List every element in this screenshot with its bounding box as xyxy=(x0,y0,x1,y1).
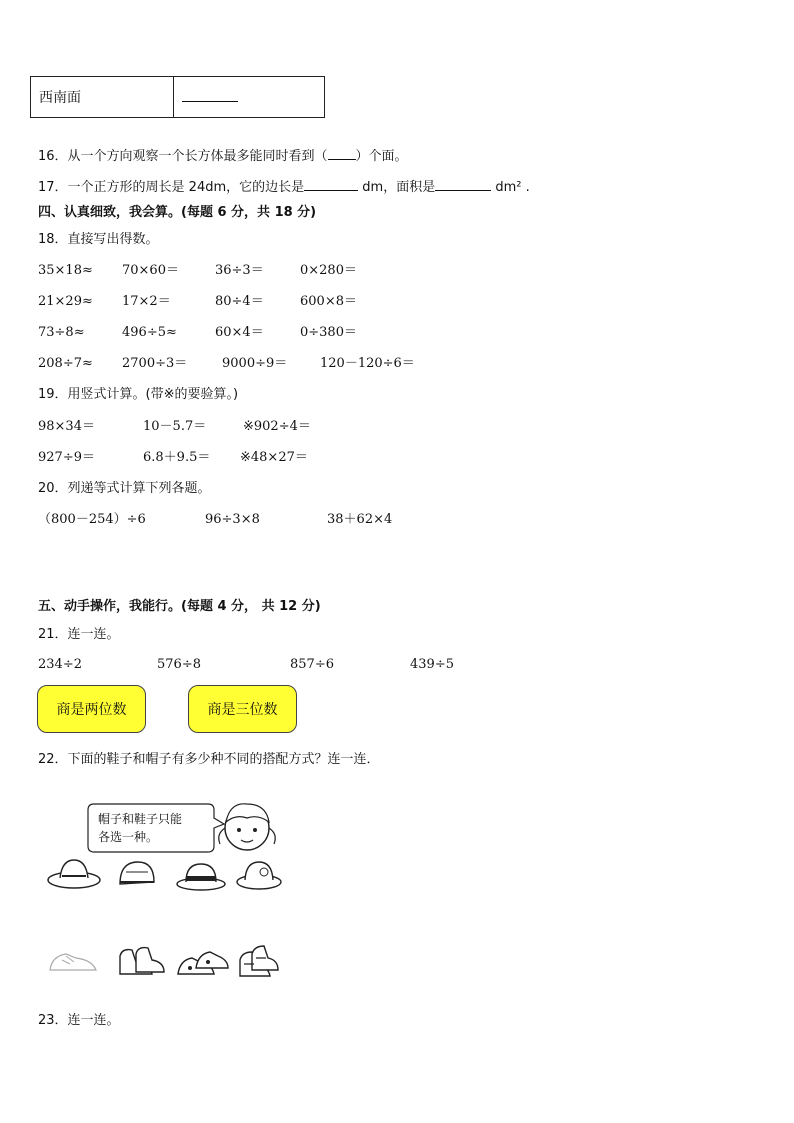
speech-line-2: 各选一种。 xyxy=(98,830,159,844)
vertical-calc-item: 6.8＋9.5＝ xyxy=(143,450,211,465)
calc-item: 80÷4＝ xyxy=(215,294,264,309)
answer-blank[interactable] xyxy=(182,89,238,102)
calc-item: 2700÷3＝ xyxy=(122,356,188,371)
speech-line-1: 帽子和鞋子只能 xyxy=(98,812,183,826)
division-item[interactable]: 234÷2 xyxy=(38,657,82,672)
box-three-digit-quotient[interactable]: 商是三位数 xyxy=(188,685,297,733)
answer-blank[interactable] xyxy=(435,178,491,191)
hats-shoes-figure xyxy=(40,792,290,992)
girl-icon xyxy=(219,804,275,850)
table-label-cell: 西南面 xyxy=(31,77,174,118)
sport-shoes-icon xyxy=(178,952,228,974)
question-20-title: 20．列递等式计算下列各题。 xyxy=(38,481,211,496)
high-top-shoes-icon xyxy=(240,946,278,976)
box-two-digit-quotient[interactable]: 商是两位数 xyxy=(37,685,146,733)
calc-item: 9000÷9＝ xyxy=(222,356,288,371)
question-19-title: 19．用竖式计算。(带※的要验算。) xyxy=(38,387,239,402)
answer-table xyxy=(30,76,325,118)
calc-item: 0×280＝ xyxy=(300,263,357,278)
section-4-title: 四、认真细致，我会算。(每题 6 分，共 18 分) xyxy=(38,205,317,220)
vertical-calc-item: 927÷9＝ xyxy=(38,450,95,465)
step-calc-item: 96÷3×8 xyxy=(205,512,260,527)
flower-hat-icon xyxy=(237,862,281,889)
boots-icon xyxy=(120,948,164,974)
calc-item: 35×18≈ xyxy=(38,263,93,278)
calc-item: 0÷380＝ xyxy=(300,325,357,340)
calc-item: 21×29≈ xyxy=(38,294,93,309)
calc-item: 70×60＝ xyxy=(122,263,179,278)
vertical-calc-item: 10－5.7＝ xyxy=(143,419,207,434)
step-calc-item: （800－254）÷6 xyxy=(38,512,146,527)
step-calc-item: 38＋62×4 xyxy=(327,512,393,527)
vertical-calc-item: ※48×27＝ xyxy=(240,450,308,465)
division-item[interactable]: 439÷5 xyxy=(410,657,454,672)
calc-item: 120－120÷6＝ xyxy=(320,356,415,371)
calc-item: 17×2＝ xyxy=(122,294,171,309)
sun-hat-icon xyxy=(48,860,100,888)
table-answer-cell[interactable] xyxy=(174,77,325,118)
section-5-title: 五、动手操作，我能行。(每题 4 分， 共 12 分) xyxy=(38,599,321,614)
calc-item: 496÷5≈ xyxy=(122,325,177,340)
cap-icon xyxy=(120,862,154,884)
division-item[interactable]: 576÷8 xyxy=(157,657,201,672)
question-18-title: 18．直接写出得数。 xyxy=(38,232,159,247)
question-23-title: 23．连一连。 xyxy=(38,1013,120,1028)
question-17: 17．一个正方形的周长是 24dm，它的边长是 dm，面积是 dm² . xyxy=(38,180,530,195)
answer-blank[interactable] xyxy=(304,178,358,191)
fedora-icon xyxy=(177,864,225,890)
calc-item: 36÷3＝ xyxy=(215,263,264,278)
calc-item: 208÷7≈ xyxy=(38,356,93,371)
question-16: 16．从一个方向观察一个长方体最多能同时看到（ ）个面。 xyxy=(38,149,408,164)
vertical-calc-item: ※902÷4＝ xyxy=(243,419,311,434)
answer-blank[interactable] xyxy=(328,147,356,160)
question-22-title: 22．下面的鞋子和帽子有多少种不同的搭配方式？连一连． xyxy=(38,752,380,767)
calc-item: 60×4＝ xyxy=(215,325,264,340)
calc-item: 600×8＝ xyxy=(300,294,357,309)
sneaker-icon xyxy=(50,954,96,970)
vertical-calc-item: 98×34＝ xyxy=(38,419,95,434)
division-item[interactable]: 857÷6 xyxy=(290,657,334,672)
question-21-title: 21．连一连。 xyxy=(38,627,120,642)
calc-item: 73÷8≈ xyxy=(38,325,85,340)
